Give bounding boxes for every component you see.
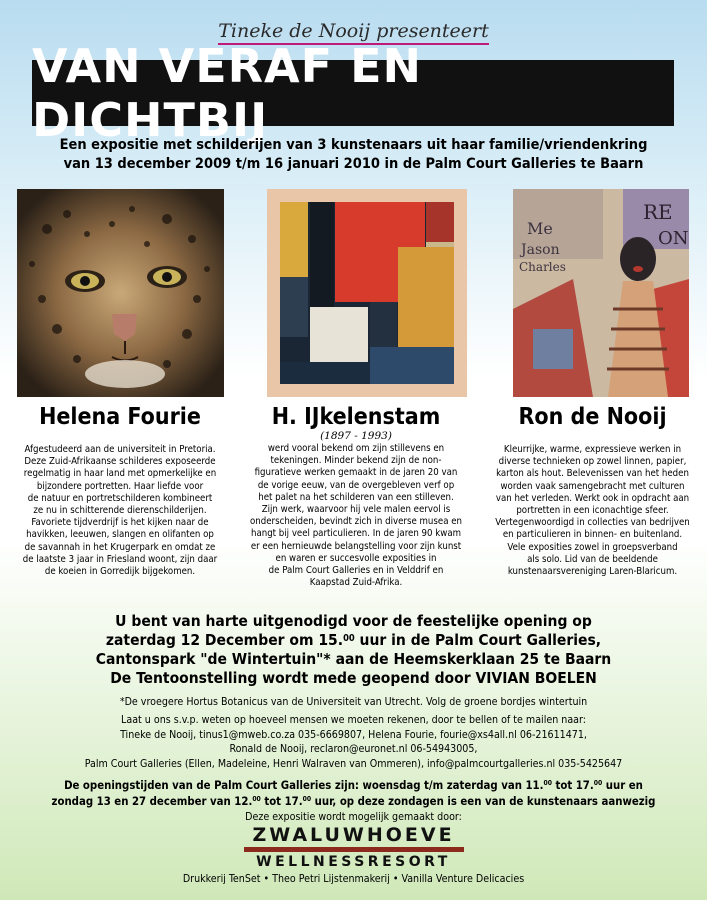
bio-line: Favoriete tijdverdrijf is het kijken naar de bbox=[31, 517, 209, 529]
bio-line: portretten in een iconachtige sfeer. bbox=[516, 505, 669, 517]
bio-line: hangt bij veel particulieren. In de jaren 90 kwam bbox=[250, 528, 462, 540]
invitation-line-3: Cantonspark "de Wintertuin"* aan de Heemskerklaan 25 te Baarn bbox=[95, 650, 612, 668]
hours-text: tot 17. bbox=[551, 779, 594, 792]
footnote: *De vroegere Hortus Botanicus van de Universiteit van Utrecht. Volg de groene bordjes wintertuin bbox=[119, 696, 588, 708]
contact-line: Palm Court Galleries (Ellen, Madeleine, Henri Walraven van Ommeren), info@palmcourtgalleries.nl 035-5425647 bbox=[84, 757, 623, 770]
hours-text: zondag 13 en 27 december van 12. bbox=[51, 794, 253, 808]
bio-line: de vorige eeuw, van de overgebleven verf op bbox=[257, 479, 455, 491]
bio-line: ze nu in schitterende dierenschilderijen. bbox=[33, 505, 207, 517]
painting-text-jason: Jason bbox=[521, 242, 560, 258]
logo-bottom-text: WELLNESSRESORT bbox=[256, 854, 451, 870]
time-superscript: 00 bbox=[593, 779, 603, 787]
contact-line: Laat u ons s.v.p. weten op hoeveel mensen we moeten rekenen, door te bellen of te mailen naar: bbox=[121, 714, 586, 726]
bio-line: de Palm Court Galleries en in Velddrif en bbox=[268, 565, 444, 577]
bio-line: Kleurrijke, warme, expressieve werken in bbox=[503, 444, 682, 455]
painting-text-re: RE bbox=[643, 200, 673, 224]
abstract-painting bbox=[267, 189, 467, 397]
bio-line: Vertegenwoordigd in collecties van bedrijven bbox=[495, 517, 690, 529]
time-superscript: 00 bbox=[302, 794, 312, 803]
logo-divider bbox=[244, 847, 464, 852]
bio-line: er een hernieuwde belangstelling voor zijn kunst bbox=[250, 540, 462, 552]
bio-line: en waren er succesvolle exposities in bbox=[275, 552, 437, 564]
artist-column-ijkelenstam bbox=[240, 404, 472, 589]
bio-line: regelmatig in haar land met opmerkelijke en bbox=[23, 468, 217, 480]
painting-text-on: ON bbox=[658, 228, 689, 249]
time-superscript: 00 bbox=[543, 779, 552, 787]
sponsor-intro: Deze expositie wordt mogelijk gemaakt door: bbox=[245, 811, 462, 823]
hours-line-2 bbox=[0, 794, 707, 810]
bio-line: figuratieve werken gemaakt in de jaren 20 van bbox=[254, 467, 458, 479]
presenter-text: Tineke de Nooij presenteert bbox=[218, 20, 489, 45]
bio-line: Afgestudeerd aan de universiteit in Pretoria. bbox=[24, 444, 216, 455]
abstract-canvas bbox=[280, 202, 454, 384]
artist-name: Helena Fourie bbox=[39, 404, 201, 430]
artist-name: H. IJkelenstam bbox=[271, 404, 441, 430]
bio-line: het palet na het schilderen van een stilleven. bbox=[258, 491, 454, 503]
invitation-block bbox=[0, 612, 707, 688]
bio-line: havikken, leeuwen, slangen en olifanten op bbox=[26, 529, 214, 541]
invitation-date: zaterdag 12 December om 15. bbox=[105, 631, 344, 649]
artist-name: Ron de Nooij bbox=[518, 404, 667, 430]
abstract-artwork bbox=[280, 202, 454, 384]
bio-line: Zijn werk, waarvoor hij vele malen eervol is bbox=[261, 504, 451, 516]
bio-line: als solo. Lid van de beeldende bbox=[527, 553, 658, 565]
bio-line: Deze Zuid-Afrikaanse schilderes exposeerde bbox=[24, 456, 216, 468]
artist-years: (1897 - 1993) bbox=[320, 430, 392, 442]
artist-bio bbox=[240, 443, 472, 589]
invitation-venue: uur in de Palm Court Galleries, bbox=[354, 631, 602, 649]
opening-hours bbox=[0, 778, 707, 809]
contact-line: Tineke de Nooij, tinus1@mweb.co.za 035-6669807, Helena Fourie, fourie@xs4all.nl 06-21611471, bbox=[120, 728, 587, 741]
ron-painting bbox=[513, 189, 689, 397]
hours-text: uur, op deze zondagen is een van de kunstenaars aanwezig bbox=[311, 794, 656, 808]
bio-line: de savannah in het Krugerpark en omdat ze bbox=[24, 541, 216, 553]
artist-bio bbox=[478, 444, 707, 578]
artist-column-ron bbox=[478, 404, 707, 578]
bio-line: de laatste 3 jaar in Friesland woont, zijn daar bbox=[22, 553, 218, 565]
contact-line: Ronald de Nooij, reclaron@euronet.nl 06-54943005, bbox=[229, 743, 478, 755]
bio-line: onderscheiden, bevindt zich in diverse musea en bbox=[249, 516, 463, 528]
contact-block bbox=[0, 713, 707, 771]
bio-line: werd vooral bekend om zijn stillevens en bbox=[267, 443, 445, 454]
leopard-artwork bbox=[17, 189, 224, 397]
hours-text: uur en bbox=[602, 779, 643, 792]
invitation-line-1: U bent van harte uitgenodigd voor de feestelijke opening op bbox=[115, 612, 592, 630]
subtitle-line-2: van 13 december 2009 t/m 16 januari 2010 in de Palm Court Galleries te Baarn bbox=[63, 156, 644, 172]
artist-column-fourie bbox=[0, 404, 240, 578]
hours-text: De openingstijden van de Palm Court Galleries zijn: woensdag t/m zaterdag van 11. bbox=[64, 779, 544, 792]
poster-title: VAN VERAF EN DICHTBIJ bbox=[32, 39, 422, 147]
bio-line: Kaapstad Zuid-Afrika. bbox=[309, 577, 403, 589]
painting-text-charles: Charles bbox=[519, 260, 566, 274]
bio-line: en particulieren in binnen- en buitenland. bbox=[502, 529, 683, 541]
hours-line-1 bbox=[0, 778, 707, 794]
subtitle-line-1: Een expositie met schilderijen van 3 kunstenaars uit haar familie/vriendenkring bbox=[59, 137, 648, 153]
bio-line: van het verleden. Werkt ook in opdracht aan bbox=[495, 492, 690, 504]
hours-text: tot 17. bbox=[260, 794, 303, 808]
bio-line: de koeien in Gorredijk bijgekomen. bbox=[44, 566, 196, 578]
ron-artwork bbox=[513, 189, 689, 397]
sponsor-list: Drukkerij TenSet • Theo Petri Lijstenmakerij • Vanilla Venture Delicacies bbox=[182, 873, 525, 885]
bio-line: kunstenaarsvereniging Laren-Blaricum. bbox=[507, 566, 678, 578]
bio-line: diverse technieken op zowel linnen, papier, bbox=[498, 456, 687, 468]
bio-line: de natuur en portretschilderen kombineert bbox=[27, 492, 213, 504]
bio-line: worden vaak samengebracht met culturen bbox=[500, 480, 685, 492]
time-superscript: 00 bbox=[252, 794, 261, 803]
bio-line: tekeningen. Minder bekend zijn de non- bbox=[270, 455, 442, 467]
bio-line: Vele exposities zowel in groepsverband bbox=[507, 541, 678, 553]
time-superscript: 00 bbox=[343, 633, 355, 644]
zwaluwhoeve-logo bbox=[0, 825, 707, 870]
bio-line: karton als hout. Belevenissen van het heden bbox=[496, 468, 689, 480]
leopard-painting bbox=[17, 189, 224, 397]
painting-text-me: Me bbox=[527, 219, 553, 238]
invitation-line-2 bbox=[0, 631, 707, 650]
artist-bio bbox=[0, 444, 240, 578]
invitation-line-4: De Tentoonstelling wordt mede geopend door VIVIAN BOELEN bbox=[110, 669, 597, 687]
logo-top-text: ZWALUWHOEVE bbox=[252, 824, 455, 846]
bio-line: bijzondere portretten. Haar liefde voor bbox=[36, 480, 204, 492]
